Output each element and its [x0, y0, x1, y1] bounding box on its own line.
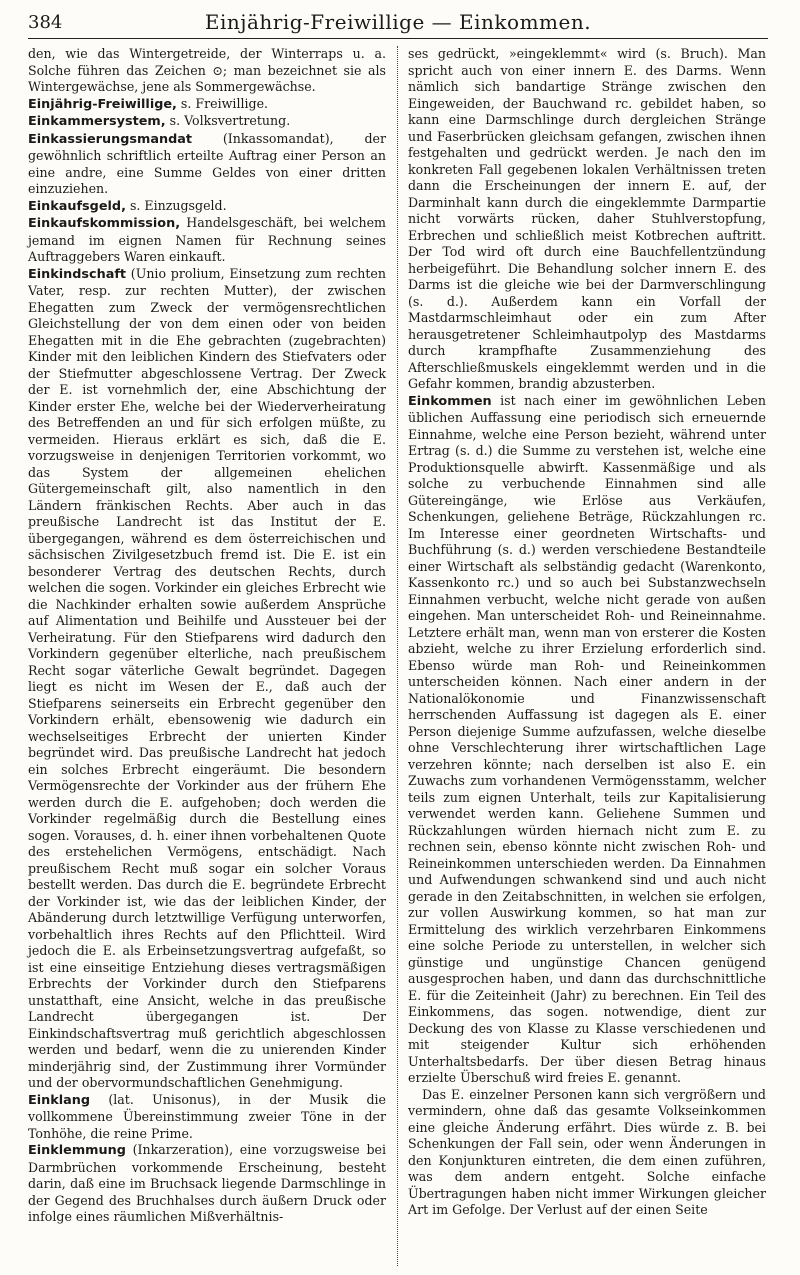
entry-text: ist nach einer im gewöhnlichen Leben üblichen Auffassung eine periodisch sich erneuernde Einnahme, welche eine Person bezieht, während unter Ertrag (s. d.) die Summe zu verstehen ist, welche eine Produktionsquelle abwirft. Kassenmäßige und als solche zu verbuchende Einnahmen sind alle Gütereingänge, wie Erlöse aus Verkäufen, Schenkungen, geliehene Beträge, Rückzahlungen rc. Im Interesse einer geordneten Wirtschafts- und Buchführung (s. d.) werden verschiedene Bestandteile einer Wirtschaft als selbständig gedacht (Warenkonto, Kassenkonto rc.) und so auch bei Substanzwechseln Einnahmen verbucht, welche nicht gerade von außen eingehen. Man unterscheidet Roh- und Reineinnahme. Letztere erhält man, wenn man von ersterer die Kosten abzieht, welche zu ihrer Erzielung erforderlich sind. Ebenso würde man Roh- und Reineinkommen unterscheiden können. Nach einer andern in der Nationalökonomie und Finanzwissenschaft herrschenden Auffassung ist dagegen als E. einer Person diejenige Summe aufzufassen, welche dieselbe ohne Verschlechterung ihrer wirtschaftlichen Lage verzehren könnte; nach derselben ist also E. ein Zuwachs zum vorhandenen Vermögensstamm, welcher teils zum eignen Unterhalt, teils zur Kapitalisierung verwendet werden kann. Geliehene Summen und Rückzahlungen würden hiernach nicht zum E. zu rechnen sein, ebenso könnte nicht zwischen Roh- und Reineinkommen unterschieden werden. Da Einnahmen und Aufwendungen schwankend sind und auch nicht gerade in den Zeitabschnitten, in welchen sie erfolgen, zur vollen Auswirkung kommen, so hat man zur Ermittelung des wirklich verzehrbaren Einkommens eine solche Periode zu unterstellen, in welcher sich günstige und ungünstige Chancen genügend ausgesprochen haben, und dann das durchschnittliche E. für die Zeiteinheit (Jahr) zu berechnen. Ein Teil des Einkommens, das sogen. notwendige, dient zur Deckung des von Klasse zu Klasse verschiedenen und mit steigender Kultur sich erhöhenden Unterhaltsbedarfs. Der über diesen Betrag hinaus erzielte Überschuß wird freies E. genannt.	[408, 392, 766, 1085]
columns	[28, 46, 768, 1268]
entry-headword: Einkammersystem,	[28, 114, 166, 129]
entry-continuation	[408, 46, 766, 393]
page-number: 384	[28, 12, 63, 33]
dictionary-page	[28, 8, 768, 1268]
entry-text: (Inkassomandat), der gewöhnlich schriftlich erteilte Auftrag einer Person an eine andre, eine Summe Geldes von einer dritten einzuziehen.	[28, 130, 386, 196]
entry-text: s. Freiwillige.	[176, 95, 269, 111]
entry-headword: Einkaufsgeld,	[28, 198, 126, 214]
entry-headword: Einkindschaft	[28, 266, 127, 282]
entry-text: Das E. einzelner Personen kann sich vergrößern und vermindern, ohne daß das gesamte Volkseinkommen eine gleiche Änderung erfährt. Dies würde z. B. bei Schenkungen der Fall sein, oder wenn Änderungen in den Konjunkturen eintreten, die dem einen zuführen, was dem andern entgeht. Solche einfache Übertragungen haben nicht immer Wirkungen gleicher Art im Gefolge. Der Verlust auf der einen Seite	[408, 1086, 766, 1217]
running-title: Einjährig-Freiwillige — Einkommen.	[204, 10, 592, 34]
entry-text: Handelsgeschäft, bei welchem jemand im eignen Namen für Rechnung seines Auftraggebers Waren einkauft.	[28, 215, 386, 264]
entry-einklemmung	[28, 1142, 386, 1226]
entry-einklang	[28, 1092, 386, 1143]
paragraph	[408, 1087, 766, 1219]
page-header	[28, 8, 768, 39]
entry-headword: Einklang	[28, 1092, 91, 1108]
entry-einkassierungsmandat	[28, 131, 386, 198]
entry-text: s. Volksvertretung.	[165, 113, 291, 128]
entry-continuation	[28, 46, 386, 96]
entry-einkammersystem	[28, 113, 386, 131]
entry-einkindschaft	[28, 266, 386, 1092]
column-divider	[397, 46, 398, 1266]
entry-headword: Einkaufskommission,	[28, 216, 181, 231]
entry-einjaehrig-freiwillige	[28, 96, 386, 114]
entry-text: (lat. Unisonus), in der Musik die vollkommene Übereinstimmung zweier Töne in der Tonhöhe, die reine Prime.	[28, 1091, 386, 1141]
entry-text: den, wie das Wintergetreide, der Winterraps u. a. Solche führen das Zeichen ⊙; man bezeichnet sie als Wintergewächse, jene als Sommergewächse.	[28, 46, 386, 94]
entry-einkaufsgeld	[28, 198, 386, 216]
entry-text: (Unio prolium, Einsetzung zum rechten Vater, resp. zur rechten Mutter), der zwischen Ehegatten zum Zweck der vermögensrechtlichen Gleichstellung der von dem einen oder von beiden Ehegatten mit in die Ehe gebrachten (zugebrachten) Kinder mit den leiblichen Kindern des Stiefvaters oder der Stiefmutter abgeschlossene Vertrag. Der Zweck der E. ist vornehmlich der, eine Abschichtung der Kinder erster Ehe, welche bei der Wiederverheiratung des Betreffenden an und für sich erfolgen müßte, zu vermeiden. Hieraus erklärt es sich, daß die E. vorzugsweise in denjenigen Territorien vorkommt, wo das System der allgemeinen ehelichen Gütergemeinschaft gilt, also namentlich in den Ländern fränkischen Rechts. Aber auch in das preußische Landrecht ist das Institut der E. übergegangen, während es dem österreichischen und sächsischen Zivilgesetzbuch fremd ist. Die E. ist ein besonderer Vertrag des deutschen Rechts, durch welchen die sogen. Vorkinder ein gleiches Erbrecht wie die Nachkinder erhalten sowie außerdem Ansprüche auf Alimentation und Beihilfe und Aussteuer bei der Verheiratung. Für den Stiefparens wird dadurch den Vorkindern gegenüber elterliche, nach preußischem Recht sogar väterliche Gewalt begründet. Dagegen liegt es nicht im Wesen der E., daß auch der Stiefparens seinerseits ein Erbrecht gegenüber den Vorkindern erhält, ebensowenig wie dadurch ein wechselseitiges Erbrecht der unierten Kinder begründet wird. Das preußische Landrecht hat jedoch ein solches Erbrecht eingeräumt. Die besondern Vermögensrechte der Vorkinder aus der frühern Ehe werden durch die E. aufgehoben; doch werden die Vorkinder regelmäßig durch die Bestellung eines sogen. Vorauses, d. h. einer ihnen vorbehaltenen Quote des erstehelichen Vermögens, entschädigt. Nach preußischem Recht muß sogar ein solcher Voraus bestellt werden. Das durch die E. begründete Erbrecht der Vorkinder ist, wie das der leiblichen Kinder, der Abänderung durch letztwillige Verfügung unterworfen, vorbehaltlich ihres Rechts auf den Pflichtteil. Wird jedoch die E. als Erbeinsetzungsvertrag aufgefaßt, so ist eine einseitige Entziehung dieses vertragsmäßigen Erbrechts der Vorkinder durch den Stiefparens unstatthaft, eine Ansicht, welche in das preußische Landrecht übergegangen ist. Der Einkindschaftsvertrag muß gerichtlich abgeschlossen werden und bedarf, wenn die zu unierenden Kinder minderjährig sind, der Zustimmung ihrer Vormünder und der obervormundschaftlichen Genehmigung.	[28, 265, 386, 1090]
entry-headword: Einjährig-Freiwillige,	[28, 96, 177, 112]
entry-einkommen	[408, 393, 766, 1087]
entry-einkaufskommission	[28, 215, 386, 266]
entry-headword: Einklemmung	[28, 1143, 126, 1158]
entry-text: ses gedrückt, »eingeklemmt« wird (s. Bruch). Man spricht auch von einer innern E. des Darms. Wenn nämlich sich bandartige Stränge zwischen den Eingeweiden, der Bauchwand rc. gebildet haben, so kann eine Darmschlinge durch dergleichen Stränge und Faserbrücken gleichsam gefangen, zwischen ihnen festgehalten und gedrückt werden. Je nach den im konkreten Fall gegebenen lokalen Verhältnissen treten dann die Erscheinungen der innern E. auf, der Darminhalt kann durch die eingeklemmte Darmpartie nicht vorwärts rücken, daher Stuhlverstopfung, Erbrechen und schließlich meist Kotbrechen auftritt. Der Tod wird oft durch eine Bauchfellentzündung herbeigeführt. Die Behandlung solcher innern E. des Darms ist die gleiche wie bei der Darmverschlingung (s. d.). Außerdem kann ein Vorfall der Mastdarmschleimhaut oder ein zum After herausgetretener Schleimhautpolyp des Mastdarms durch krampfhafte Zusammenziehung des Afterschließmuskels eingeklemmt werden und in die Gefahr kommen, brandig abzusterben.	[408, 46, 766, 391]
entry-text: s. Einzugsgeld.	[125, 197, 227, 213]
right-column	[408, 46, 766, 1219]
entry-headword: Einkommen	[408, 393, 492, 409]
left-column	[28, 46, 386, 1226]
entry-text: (Inkarzeration), eine vorzugsweise bei Darmbrüchen vorkommende Erscheinung, besteht darin, daß eine im Bruchsack liegende Darmschlinge in der Gegend des Bruchhalses durch äußern Druck oder infolge eines räumlichen Mißverhältnis-	[28, 1142, 386, 1224]
entry-headword: Einkassierungsmandat	[28, 131, 192, 147]
